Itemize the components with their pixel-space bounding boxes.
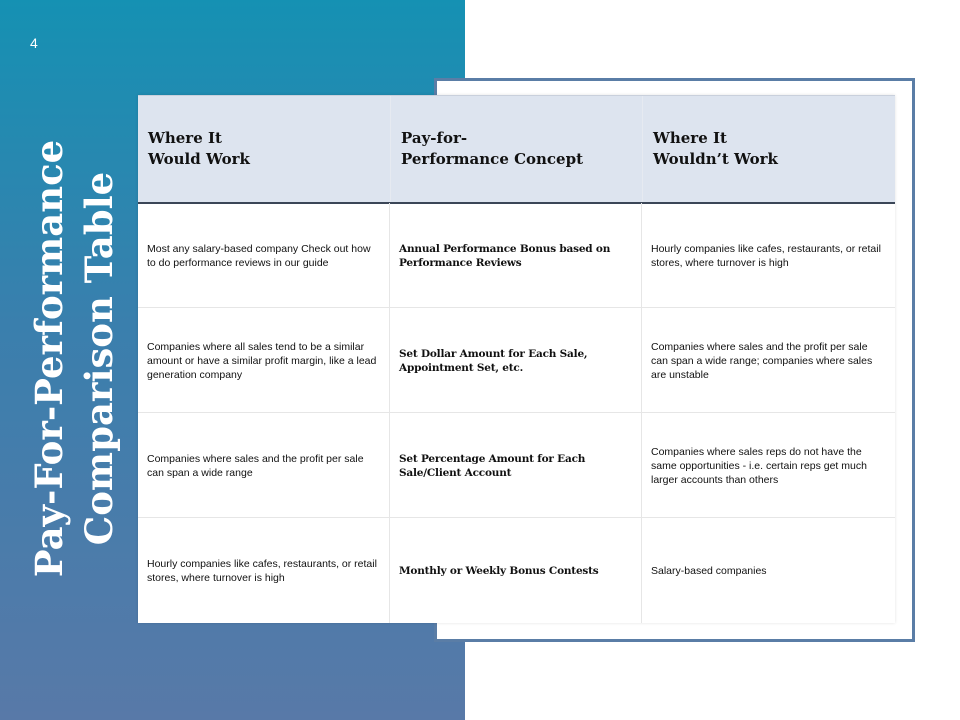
header-where-it-wouldnt-work: Where It Wouldn’t Work xyxy=(642,96,895,202)
table-header-row xyxy=(138,95,895,204)
cell-where-it-wouldnt-work: Companies where sales and the profit per sale can span a wide range; companies where sales are unstable xyxy=(651,340,873,381)
cell-concept: Annual Performance Bonus based on Performance Reviews xyxy=(390,203,642,308)
cell-where-it-wouldnt-work: Hourly companies like cafes, restaurants, or retail stores, where turnover is high xyxy=(651,242,881,269)
slide-title xyxy=(14,86,134,631)
table-row xyxy=(138,518,895,623)
cell-concept: Set Dollar Amount for Each Sale, Appointment Set, etc. xyxy=(390,308,642,413)
slide-title-line-2: Comparison Table xyxy=(77,171,121,546)
cell-where-it-would-work: Hourly companies like cafes, restaurants, or retail stores, where turnover is high xyxy=(138,518,390,623)
page-number: 4 xyxy=(30,35,38,51)
cell-concept: Monthly or Weekly Bonus Contests xyxy=(390,518,642,623)
cell-where-it-wouldnt-work: Companies where sales reps do not have the same opportunities - i.e. certain reps get much larger accounts than others xyxy=(651,445,867,486)
header-where-it-would-work: Where It Would Work xyxy=(148,129,250,168)
slide-title-line-1: Pay-For-Performance xyxy=(27,139,71,578)
cell-where-it-would-work: Companies where sales and the profit per sale can span a wide range xyxy=(138,413,390,518)
comparison-table xyxy=(138,95,895,623)
table-row xyxy=(138,413,895,518)
cell-concept: Set Percentage Amount for Each Sale/Client Account xyxy=(390,413,642,518)
cell-where-it-would-work: Companies where all sales tend to be a similar amount or have a similar profit margin, like a lead generation company xyxy=(138,308,390,413)
table-row xyxy=(138,308,895,413)
table-row xyxy=(138,203,895,308)
header-pay-for-performance-concept: Pay-for- Performance Concept xyxy=(390,96,642,202)
cell-where-it-would-work: Most any salary-based company Check out how to do performance reviews in our guide xyxy=(138,203,390,308)
cell-where-it-wouldnt-work: Salary-based companies xyxy=(651,564,767,577)
